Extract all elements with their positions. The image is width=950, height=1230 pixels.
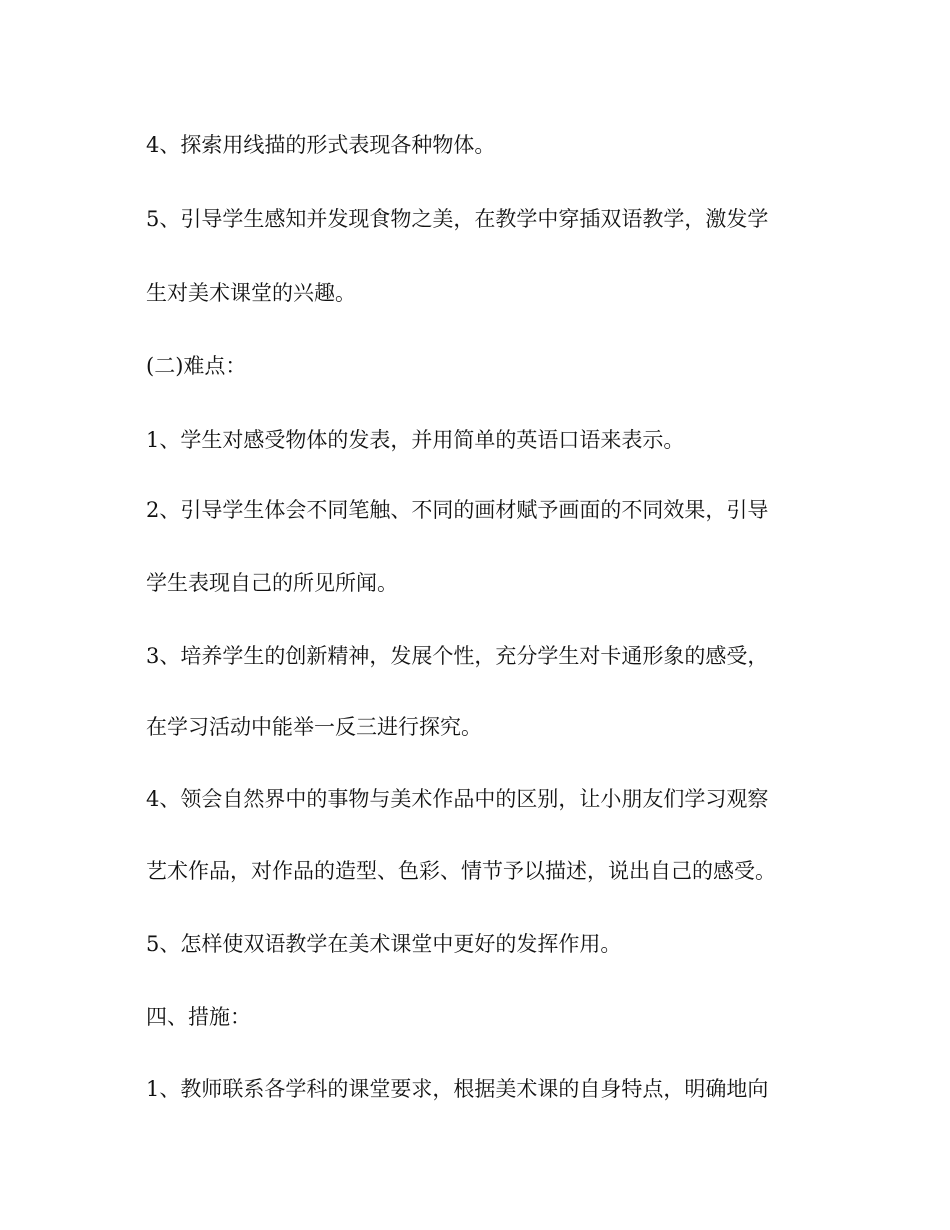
text-line-11: 艺术作品，对作品的造型、色彩、情节予以描述，说出自己的感受。 [146, 859, 776, 883]
text-line-12: 5、怎样使双语教学在美术课堂中更好的发挥作用。 [146, 932, 622, 956]
text-line-9: 在学习活动中能举一反三进行探究。 [146, 715, 482, 739]
text-line-2: 5、引导学生感知并发现食物之美，在教学中穿插双语教学，激发学 [146, 207, 769, 231]
text-line-5: 1、学生对感受物体的发表，并用简单的英语口语来表示。 [146, 428, 685, 452]
text-line-10: 4、领会自然界中的事物与美术作品中的区别，让小朋友们学习观察 [146, 787, 769, 811]
text-line-3: 生对美术课堂的兴趣。 [146, 281, 356, 305]
text-line-6: 2、引导学生体会不同笔触、不同的画材赋予画面的不同效果，引导 [146, 498, 769, 522]
text-line-7: 学生表现自己的所见所闻。 [146, 571, 398, 595]
text-line-8: 3、培养学生的创新精神，发展个性，充分学生对卡通形象的感受， [146, 644, 769, 668]
text-line-14: 1、教师联系各学科的课堂要求，根据美术课的自身特点，明确地向 [146, 1077, 769, 1101]
section-heading-difficulties: (二)难点： [146, 354, 247, 378]
text-line-1: 4、探索用线描的形式表现各种物体。 [146, 133, 496, 157]
section-heading-measures: 四、措施： [146, 1005, 251, 1029]
